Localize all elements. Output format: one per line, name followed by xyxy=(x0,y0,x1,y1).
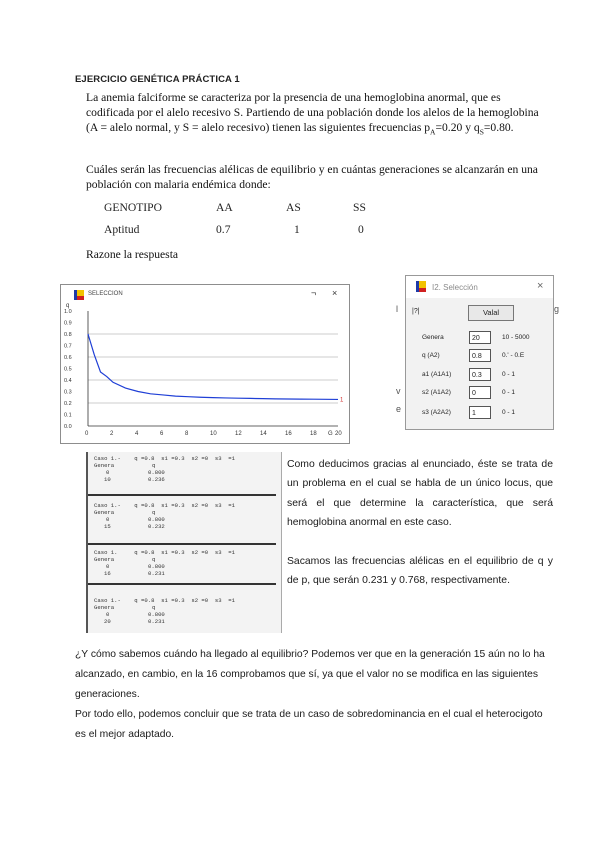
x-tick-label: 12 xyxy=(235,431,242,437)
result-gen: 16 xyxy=(104,570,111,577)
q-subscript: S xyxy=(479,127,484,137)
close-icon[interactable]: × xyxy=(332,288,338,298)
s1-input[interactable]: 0.3 xyxy=(469,368,491,381)
dialog-title: I2. Selección xyxy=(432,283,478,292)
result-q: 0.231 xyxy=(148,618,165,625)
x-tick-label: 10 xyxy=(210,431,217,437)
p-label: p xyxy=(424,121,431,135)
param-label: q (A2) xyxy=(422,352,440,359)
chart-window-title: SELECCION xyxy=(88,291,123,297)
explanation-column xyxy=(287,455,553,590)
result-header: Caso 1.- q =0.8 s1 =0.3 s2 =0 s3 =1 xyxy=(94,502,235,509)
x-axis-label: G xyxy=(328,431,333,437)
result-gen: 10 xyxy=(104,476,111,483)
result-gen: 0 xyxy=(106,516,110,523)
result-col-q: q xyxy=(152,509,156,516)
p-subscript: A xyxy=(430,127,436,137)
table-header-ss: SS xyxy=(353,201,366,214)
result-gen: 0 xyxy=(106,563,110,570)
p-value: =0.20 y q xyxy=(435,121,480,135)
valal-button[interactable]: Valal xyxy=(468,305,514,321)
y-tick-label: 0.1 xyxy=(64,412,72,419)
table-cell-ss: 0 xyxy=(358,223,364,236)
y-tick-label: 0.8 xyxy=(64,332,72,338)
param-label: Genera xyxy=(422,334,444,341)
dialog-titlebar xyxy=(406,276,553,298)
x-tick-label: 8 xyxy=(185,431,189,437)
param-range: 0 - 1 xyxy=(502,409,516,416)
y-tick-label: 0.7 xyxy=(64,343,72,350)
x-tick-label: 20 xyxy=(335,431,342,437)
razone-text: Razone la respuesta xyxy=(86,248,179,261)
result-header: Caso 1. q =0.8 s1 =0.3 s2 =0 s3 =1 xyxy=(94,549,235,556)
chart-window xyxy=(60,284,350,444)
table-cell-aa: 0.7 xyxy=(216,223,231,236)
result-col-genera: Genera xyxy=(94,604,115,611)
result-header: Caso 1.- q =0.8 s1 =0.3 s2 =0 s3 =1 xyxy=(94,597,235,604)
s2-input[interactable]: 0 xyxy=(469,386,491,399)
result-divider xyxy=(88,583,276,585)
y-tick-label: 0.0 xyxy=(64,424,72,430)
table-header-aa: AA xyxy=(216,201,233,214)
background-window-edge: v xyxy=(396,386,401,396)
table-cell-as: 1 xyxy=(294,223,300,236)
problem-statement xyxy=(86,90,548,140)
table-header-as: AS xyxy=(286,201,301,214)
param-label: s3 (A2A2) xyxy=(422,409,451,416)
param-row-genera xyxy=(406,331,553,345)
param-label: a1 (A1A1) xyxy=(422,371,452,378)
q-input[interactable]: 0.8 xyxy=(469,349,491,362)
problem-text: La anemia falciforme se caracteriza por la presencia de una hemoglobina anormal, que es codificada por el alelo recesivo S. Partiendo de una población donde los alelos de la hemoglobina (A = alelo normal, y S = alelo recesivo) tienen las siguientes frecuencias xyxy=(86,91,539,135)
result-col-q: q xyxy=(152,604,156,611)
dialog-logo-icon xyxy=(416,281,426,292)
explanation-paragraph: Sacamos las frecuencias alélicas en el equilibrio de q y de p, que serán 0.231 y 0.768, respectivamente. xyxy=(287,555,553,587)
selection-chart xyxy=(61,285,349,443)
result-col-genera: Genera xyxy=(94,462,115,469)
y-tick-label: 0.2 xyxy=(64,401,72,407)
table-cell-aptitud: Aptitud xyxy=(104,223,140,236)
y-tick-label: 0.6 xyxy=(64,355,72,361)
result-gen: 0 xyxy=(106,469,110,476)
x-tick-label: 4 xyxy=(135,431,139,437)
result-gen: 0 xyxy=(106,611,110,618)
conclusion-paragraph: ¿Y cómo sabemos cuándo ha llegado al equilibrio? Podemos ver que en la generación 15 aún no lo ha alcanzado, en cambio, en la 16 comprobamos que sí, ya que el valor no se modifica en las siguientes generaciones. xyxy=(75,649,545,700)
x-tick-label: 6 xyxy=(160,431,164,437)
background-window-edge: g xyxy=(554,304,560,314)
param-range: 0 - 1 xyxy=(502,371,516,378)
param-row-s3 xyxy=(406,406,553,420)
result-col-q: q xyxy=(152,556,156,563)
x-tick-label: 16 xyxy=(285,431,292,437)
y-tick-label: 0.5 xyxy=(64,366,72,373)
param-row-s2 xyxy=(406,386,553,400)
result-divider xyxy=(88,543,276,545)
param-row-q xyxy=(406,349,553,363)
x-tick-label: 14 xyxy=(260,431,267,437)
background-window-edge: l xyxy=(396,304,398,314)
param-label: s2 (A1A2) xyxy=(422,389,451,396)
help-menu[interactable]: |?| xyxy=(412,308,420,315)
minimize-icon[interactable]: ¬ xyxy=(311,288,317,298)
result-q: 0.231 xyxy=(148,570,165,577)
param-row-s1 xyxy=(406,368,553,382)
param-range: 0 - 1 xyxy=(502,389,516,396)
x-tick-label: 2 xyxy=(110,431,114,437)
dialog-close-icon[interactable]: × xyxy=(537,280,544,292)
x-tick-label: 18 xyxy=(310,431,317,437)
result-col-genera: Genera xyxy=(94,556,115,563)
exercise-title: EJERCICIO GENÉTICA PRÁCTICA 1 xyxy=(75,74,240,85)
conclusion-paragraph: Por todo ello, podemos concluir que se trata de un caso de sobredominancia en el cual el heterocigoto es el mejor adaptado. xyxy=(75,709,543,740)
explanation-paragraph: Como deducimos gracias al enunciado, éste se trata de un problema en el cual se habla de un único locus, que será el que determine la característica, que será hemoglobina anormal en este caso. xyxy=(287,459,553,529)
param-range: 0.' - 0.E xyxy=(502,352,525,359)
result-header: Caso 1.- q =0.8 s1 =0.3 s2 =0 s3 =1 xyxy=(94,455,235,462)
conclusion-section xyxy=(75,645,555,745)
result-q: 0.232 xyxy=(148,523,165,530)
result-gen: 15 xyxy=(104,523,111,530)
selection-dialog xyxy=(405,275,554,406)
result-q: 0.800 xyxy=(148,611,165,618)
y-tick-label: 0.4 xyxy=(64,378,72,384)
table-header-genotipo: GENOTIPO xyxy=(104,201,162,214)
y-tick-label: 0.9 xyxy=(64,320,72,327)
series-line xyxy=(88,334,338,399)
results-panel xyxy=(86,452,282,633)
x-tick-label: 0 xyxy=(85,431,89,437)
result-q: 0.800 xyxy=(148,469,165,476)
result-q: 0.800 xyxy=(148,516,165,523)
result-col-q: q xyxy=(152,462,156,469)
result-q: 0.236 xyxy=(148,476,165,483)
result-divider xyxy=(88,494,276,496)
y-axis-label: q xyxy=(66,303,70,309)
result-col-genera: Genera xyxy=(94,509,115,516)
result-q: 0.800 xyxy=(148,563,165,570)
s3-input[interactable]: 1 xyxy=(469,406,491,419)
genera-input[interactable]: 20 xyxy=(469,331,491,344)
background-window-edge: e xyxy=(396,404,402,414)
dialog-lower xyxy=(405,405,554,430)
y-tick-label: 0.3 xyxy=(64,389,72,396)
series-end-label: 1 xyxy=(340,397,344,404)
q-value: =0.80. xyxy=(483,121,514,135)
question-text: Cuáles serán las frecuencias alélicas de equilibrio y en cuántas generaciones se alcanzarán en una población con malaria endémica donde: xyxy=(86,163,538,192)
result-gen: 20 xyxy=(104,618,111,625)
y-tick-label: 1.0 xyxy=(64,309,72,315)
param-range: 10 - 5000 xyxy=(502,334,530,341)
